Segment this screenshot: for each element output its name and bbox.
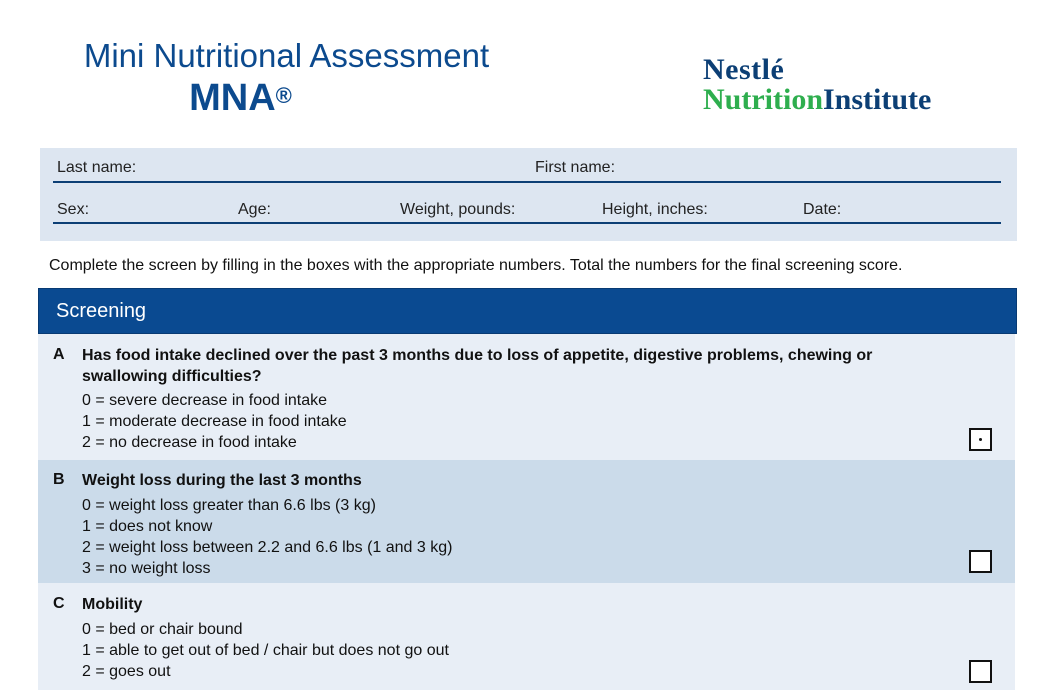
question-letter: C (53, 595, 65, 612)
question-b (38, 460, 1015, 583)
section-title: Screening (56, 300, 147, 322)
logo-nutrition-text: Nutrition (703, 83, 823, 116)
answer-option: 0 = bed or chair bound (82, 621, 243, 638)
cursor-dot (979, 438, 982, 441)
answer-option: 2 = weight loss between 2.2 and 6.6 lbs (1 and 3 kg) (82, 539, 453, 556)
age-label: Age: (238, 201, 271, 218)
form-subtitle (18, 76, 463, 120)
sex-label: Sex: (57, 201, 90, 218)
logo-nestle-text: Nestlé (703, 53, 785, 86)
question-a (38, 334, 1015, 460)
answer-option: 0 = severe decrease in food intake (82, 392, 328, 409)
name-line[interactable] (53, 181, 1001, 183)
form-title: Mini Nutritional Assessment (83, 37, 490, 74)
form-title-block (64, 36, 509, 120)
answer-option: 2 = goes out (82, 663, 171, 680)
answer-option: 1 = able to get out of bed / chair but does not go out (82, 642, 449, 659)
screening-section-header (38, 288, 1017, 334)
nestle-nutrition-institute-logo (703, 55, 931, 115)
question-letter: A (53, 346, 65, 363)
height-label: Height, inches: (602, 201, 708, 218)
weight-label: Weight, pounds: (400, 201, 516, 218)
mna-acronym: MNA (189, 77, 276, 119)
answer-option: 1 = moderate decrease in food intake (82, 413, 347, 430)
patient-info-panel (40, 148, 1017, 241)
question-text (82, 345, 982, 387)
score-box-a[interactable] (969, 428, 992, 451)
question-line: Has food intake declined over the past 3 months due to loss of appetite, digestive problems, chewing or (82, 347, 873, 364)
instructions-text: Complete the screen by filling in the boxes with the appropriate numbers. Total the numbers for the final screening score. (49, 257, 903, 274)
score-box-b[interactable] (969, 550, 992, 573)
logo-line2 (703, 85, 931, 115)
question-text: Weight loss during the last 3 months (82, 472, 362, 489)
answer-option: 3 = no weight loss (82, 560, 211, 577)
answer-option: 0 = weight loss greater than 6.6 lbs (3 kg) (82, 497, 376, 514)
answer-option: 1 = does not know (82, 518, 213, 535)
question-text: Mobility (82, 596, 143, 613)
question-letter: B (53, 471, 65, 488)
score-box-c[interactable] (969, 660, 992, 683)
logo-institute-text: Institute (823, 83, 932, 116)
registered-mark: ® (275, 83, 292, 108)
details-line[interactable] (53, 222, 1001, 224)
question-line: swallowing difficulties? (82, 368, 262, 385)
answer-option: 2 = no decrease in food intake (82, 434, 297, 451)
question-c (38, 583, 1015, 690)
date-label: Date: (803, 201, 842, 218)
last-name-label: Last name: (57, 159, 137, 176)
first-name-label: First name: (535, 159, 616, 176)
